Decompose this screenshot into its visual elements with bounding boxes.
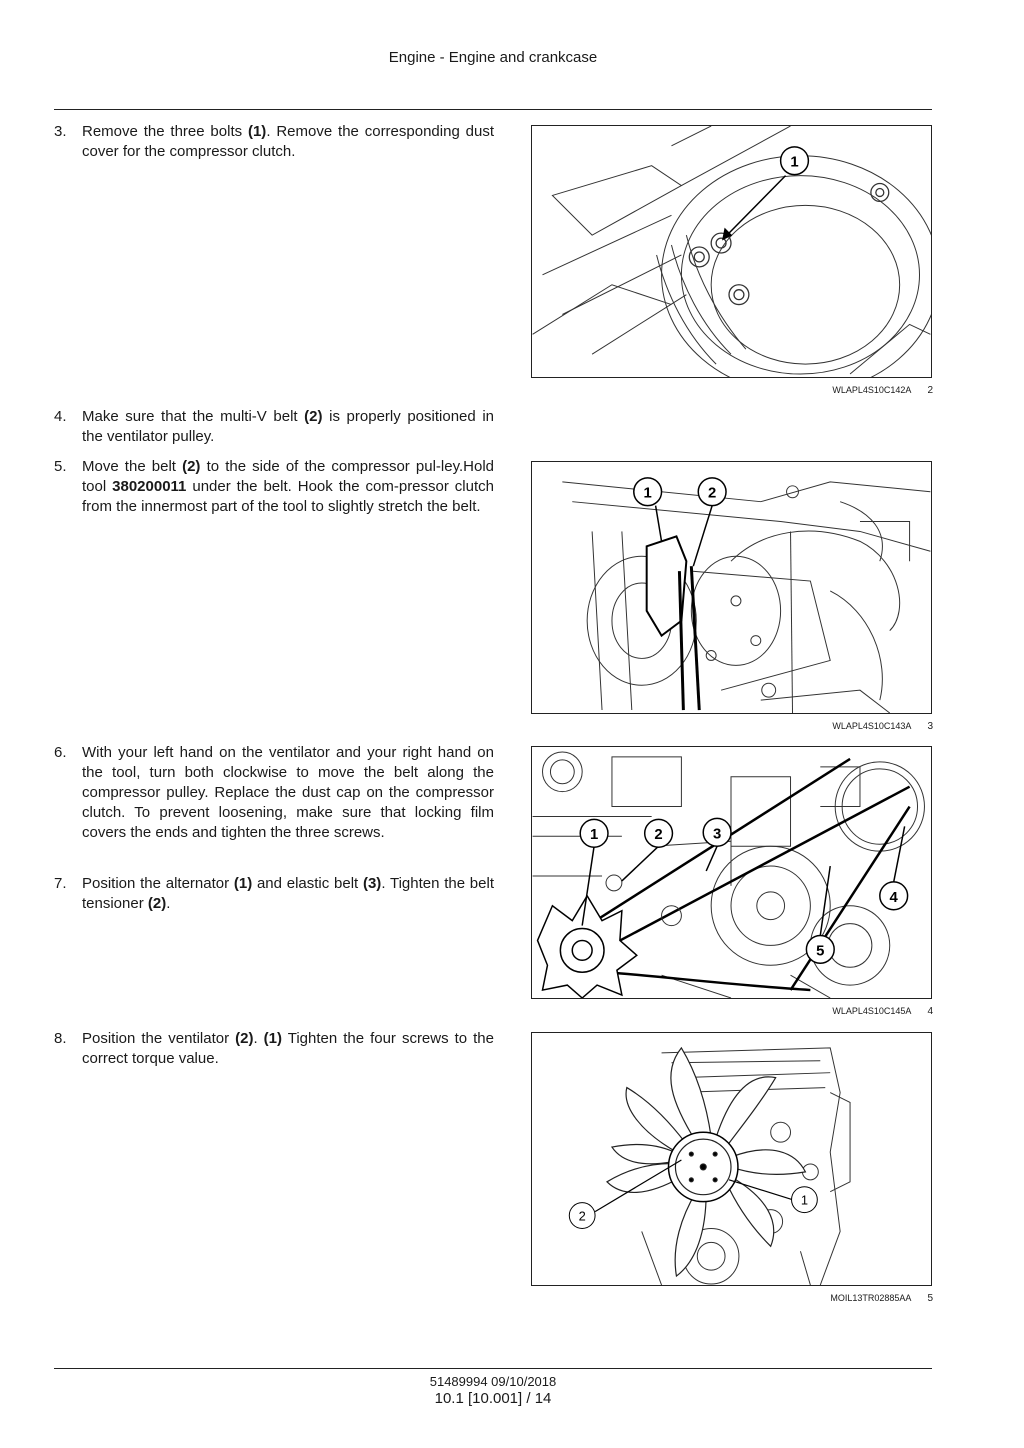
callout-1 [634,478,662,506]
bolt-icon [706,486,798,697]
figure-code: WLAPL4S10C142A [832,385,912,395]
step-bold-ref: (2) [147,895,167,912]
step-bold-ref: (1) [233,875,253,892]
step-3 [54,122,494,162]
figure-number: 3 [927,721,933,732]
step-text-run: . Tighten the belt tensioner [82,875,494,912]
step-text-run: Remove the three bolts [82,123,248,140]
callout-3 [703,818,731,846]
step-number: 7. [54,875,67,892]
step-text-run: . [253,1030,264,1047]
callout-leader [582,826,904,935]
line-art [562,482,930,713]
step-bold-ref: 380200011 [112,478,187,495]
svg-text:4: 4 [889,889,898,906]
header-rule [54,109,932,110]
step-6 [54,743,494,843]
step-8 [54,1029,494,1069]
svg-text:1: 1 [800,1192,809,1208]
step-text-run: Position the alternator [82,875,234,892]
figure-code: WLAPL4S10C145A [832,1006,912,1016]
step-text-run: is properly positioned in the ventilator pulley. [82,408,494,445]
step-number: 5. [54,458,67,475]
step-7 [54,874,494,914]
step-text [82,1029,494,1069]
figure-caption [531,1293,933,1304]
figure-code: WLAPL4S10C143A [832,721,912,731]
footer-page-number: 10.1 [10.001] / 14 [434,1390,552,1407]
footer-rule [54,1368,932,1369]
svg-text:1: 1 [643,485,652,502]
step-5 [54,457,494,517]
svg-text:3: 3 [712,826,722,843]
step-bold-ref: (3) [362,875,382,892]
step-text-run: under the belt. Hook the com-pressor clutch from the innermost part of the tool to slightly stretch the belt. [82,478,494,515]
callout-1 [580,819,608,847]
callout-2 [698,478,726,506]
svg-text:2: 2 [578,1208,586,1224]
fan-icon [607,1048,805,1276]
step-text [82,743,494,843]
figure-number: 4 [927,1006,933,1017]
step-text-run: Position the ventilator [82,1030,236,1047]
callout-2 [569,1203,595,1229]
step-bold-ref: (2) [235,1030,254,1047]
step-text [82,457,494,517]
callout-2 [645,819,673,847]
step-number: 3. [54,123,67,140]
figure-belt-tool [531,461,932,714]
step-bold-ref: (1) [263,1030,282,1047]
figure-alternator-belt [531,746,932,999]
figure-code: MOIL13TR02885AA [830,1293,912,1303]
svg-text:2: 2 [708,485,717,502]
step-text-run: Tighten the four screws to the correct torque value. [82,1030,494,1067]
line-art [533,126,931,377]
svg-text:2: 2 [654,827,663,844]
figure-number: 5 [927,1293,933,1304]
callout-4 [880,882,908,910]
step-text-run: and elastic belt [252,875,363,892]
figure-caption [531,385,933,396]
callout-leader [723,176,786,239]
step-4 [54,407,494,447]
step-text-run: to the side of the compressor pul-ley.Hold tool [82,458,495,495]
svg-text:1: 1 [589,827,599,844]
step-number: 4. [54,408,67,425]
svg-text:5: 5 [816,943,825,960]
step-text-run: With your left hand on the ventilator and your right hand on the tool, turn both clockwise to move the belt along the compressor pulley. Replace the dust cap on the compressor clutch. To prevent loosening, make sure that locking film covers the ends and tighten the three screws. [82,744,494,841]
page-header-title: Engine - Engine and crankcase [388,49,598,66]
alternator-icon [538,896,637,998]
figure-number: 2 [927,385,933,396]
callout-1 [792,1187,818,1213]
svg-text:1: 1 [790,154,799,171]
figure-compressor-clutch-bolts [531,125,932,378]
figure-caption [531,721,933,732]
callout-1 [781,147,809,175]
callout-5 [806,935,834,963]
step-text [82,874,494,914]
footer-document-id: 51489994 09/10/2018 [429,1374,557,1389]
step-bold-ref: (2) [304,408,323,425]
figure-caption [531,1006,933,1017]
step-text-run: . Remove the corresponding dust cover for the compressor clutch. [82,123,494,160]
step-text-run: Move the belt [82,458,183,475]
step-text [82,122,494,162]
step-number: 8. [54,1030,67,1047]
step-bold-ref: (2) [182,458,201,475]
step-bold-ref: (1) [247,123,267,140]
figure-ventilator [531,1032,932,1286]
step-text [82,407,494,447]
step-number: 6. [54,744,67,761]
step-text-run: . [166,895,171,912]
step-text-run: Make sure that the multi-V belt [82,408,305,425]
